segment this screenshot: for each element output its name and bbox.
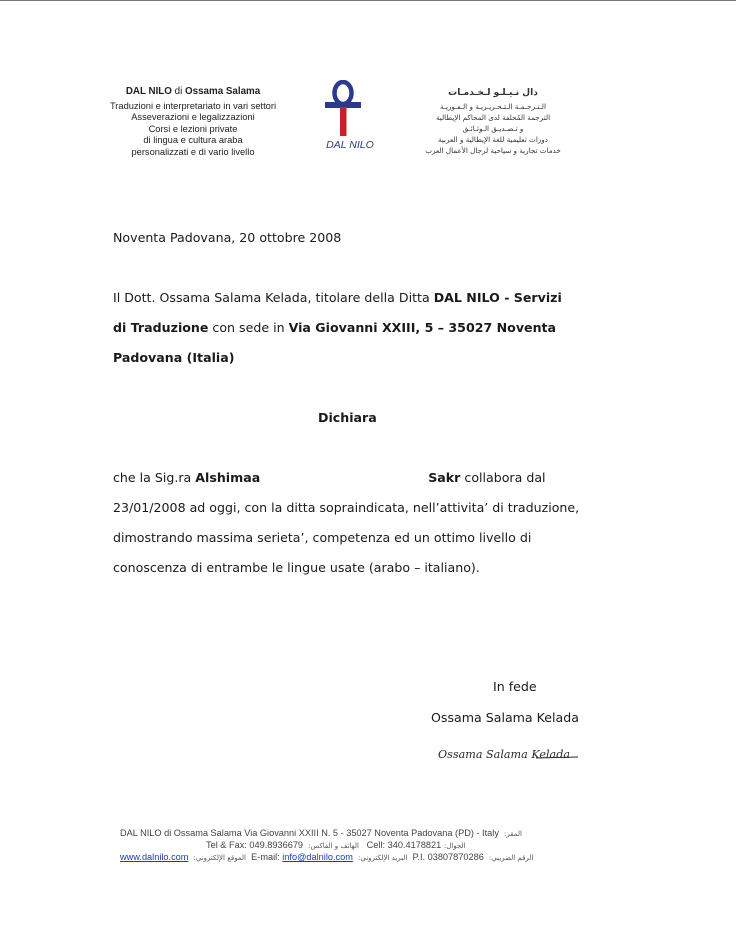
- service-line: Asseverazioni e legalizzazioni: [131, 112, 255, 123]
- letterhead-arabic: [418, 88, 568, 156]
- service-line: Corsi e lezioni private: [148, 123, 238, 134]
- arabic-service-line: خدمات تجارية و سياحية لرجال الأعمال العرب: [425, 146, 561, 155]
- paragraph-1-line-1: Il Dott. Ossama Salama Kelada, titolare della Ditta DAL NILO - Servizi: [113, 290, 562, 305]
- signature: [436, 743, 581, 765]
- paragraph-1-line-2: di Traduzione con sede in Via Giovanni XXIII, 5 – 35027 Noventa: [113, 320, 557, 335]
- letterhead-italian: [104, 86, 282, 159]
- arabic-service-line: و تـصـديـق الـوثـائـق: [462, 124, 524, 133]
- paragraph-1-line-3: Padovana (Italia): [113, 350, 235, 365]
- service-line: Traduzioni e interpretariato in vari settori: [109, 100, 277, 111]
- website-link[interactable]: www.dalnilo.com: [120, 852, 189, 862]
- footer-contacts: www.dalnilo.com :الموقع الإلكتروني E-mail: info@dalnilo.com :البريد الإلكتروني P.I. 03807870286 :الرقم الضريبي: [120, 852, 534, 862]
- email-link[interactable]: info@dalnilo.com: [282, 852, 353, 862]
- paragraph-2-line-3: dimostrando massima serieta’, competenza ed un ottimo livello di: [113, 530, 532, 545]
- arabic-service-line: الترجمة المُحلفة لدى المحاكم الإيطالية: [435, 113, 551, 122]
- ankh-logo-icon: [318, 80, 382, 154]
- service-line: personalizzati e di vario livello: [131, 146, 255, 157]
- paragraph-2-line-2: 23/01/2008 ad oggi, con la ditta sopraindicata, nell’attivita’ di traduzione,: [113, 500, 580, 515]
- arabic-service-line: الـتـرجـمـة الـتـحـريـريـة و الـفـوريـة: [439, 102, 546, 111]
- footer-phones: Tel & Fax: 049.8936679 :الهاتف و الفاكس Cell: 340.4178821 :الجوال: [206, 840, 466, 850]
- footer-address: DAL NILO di Ossama Salama Via Giovanni XXIII N. 5 - 35027 Noventa Padovana (PD) - Italy :المقر: [120, 828, 522, 838]
- company-name: DAL NILO di Ossama Salama: [125, 86, 261, 97]
- signer-name: Ossama Salama Kelada: [431, 710, 579, 725]
- service-line: di lingua e cultura araba: [143, 135, 243, 146]
- signature-text: Ossama Salama Kelada: [438, 747, 571, 761]
- heading-dichiara: Dichiara: [318, 410, 377, 425]
- letter-date: Noventa Padovana, 20 ottobre 2008: [113, 230, 342, 245]
- logo-text: DAL NILO: [326, 139, 374, 151]
- paragraph-2-line-4: conoscenza di entrambe le lingue usate (arabo – italiano).: [113, 560, 480, 575]
- closing: In fede: [493, 679, 537, 694]
- redacted-surname: [260, 481, 428, 482]
- arabic-company-name: دال نـيـلـو لـخـدمـات: [448, 88, 538, 98]
- arabic-service-line: دورات تعليمية للغة الإيطالية و العربية: [438, 135, 548, 144]
- top-rule: [0, 0, 736, 1]
- paragraph-2-line-1: che la Sig.ra Alshimaa Sakr collabora dal: [113, 470, 546, 485]
